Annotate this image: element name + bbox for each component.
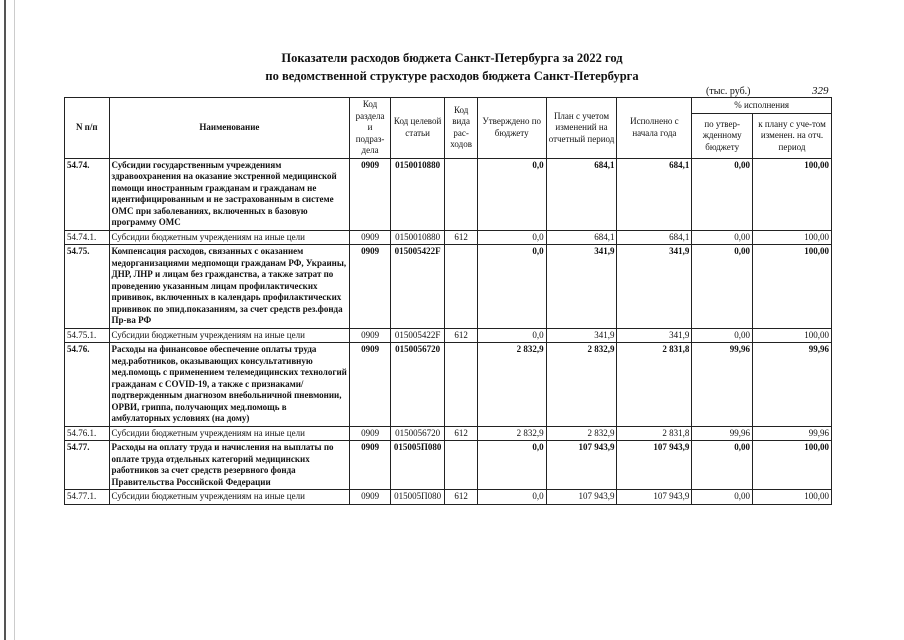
row-pct-plan: 99,96 (753, 426, 832, 441)
row-target-code: 015005П080 (390, 490, 445, 505)
row-plan: 2 832,9 (546, 426, 617, 441)
header-percent-group: % исполнения (692, 98, 832, 114)
row-plan: 684,1 (546, 158, 617, 230)
row-num: 54.75. (65, 245, 110, 329)
row-name: Субсидии бюджетным учреждениям на иные цели (109, 490, 350, 505)
row-section-code: 0909 (350, 230, 390, 245)
table-row (65, 426, 832, 441)
row-pct-plan: 100,00 (753, 245, 832, 329)
row-executed: 2 831,8 (617, 343, 692, 427)
row-name: Субсидии бюджетным учреждениям на иные цели (109, 426, 350, 441)
row-pct-plan: 100,00 (753, 328, 832, 343)
expenditure-table (64, 97, 832, 505)
row-pct-budget: 0,00 (692, 441, 753, 490)
row-section-code: 0909 (350, 441, 390, 490)
row-pct-budget: 0,00 (692, 158, 753, 230)
row-approved: 0,0 (477, 158, 546, 230)
row-target-code: 015005422F (390, 328, 445, 343)
row-pct-plan: 99,96 (753, 343, 832, 427)
row-plan: 107 943,9 (546, 441, 617, 490)
header-num: N п/п (65, 98, 110, 159)
header-name: Наименование (109, 98, 350, 159)
row-name: Субсидии государственным учреждениям здравоохранения на оказание экстренной медицинской помощи иностранным гражданам и гражданам не идентифицированным и не застрахованным в системе ОМС при заболеваниях, включенных в базовую программу ОМС (109, 158, 350, 230)
row-section-code: 0909 (350, 343, 390, 427)
row-pct-plan: 100,00 (753, 441, 832, 490)
table-row (65, 245, 832, 329)
row-num: 54.77.1. (65, 490, 110, 505)
row-target-code: 0150056720 (390, 343, 445, 427)
header-executed: Исполнено с начала года (617, 98, 692, 159)
row-pct-plan: 100,00 (753, 158, 832, 230)
row-section-code: 0909 (350, 490, 390, 505)
units-note: (тыс. руб.) (706, 86, 751, 97)
row-approved: 0,0 (477, 490, 546, 505)
row-name: Расходы на оплату труда и начисления на выплаты по оплате труда отдельных категорий медицинских работников за счет средств резервного фонда Правительства Российской Федерации (109, 441, 350, 490)
scan-edge-shadow (14, 0, 15, 640)
row-plan: 341,9 (546, 328, 617, 343)
row-name: Расходы на финансовое обеспечение оплаты труда мед.работников, оказывающих консультативную мед.помощь с применением телемедицинских технологий гражданам с COVID-19, а также с признаками/подтвержденным диагнозом внебольничной пневмонии, ОРВИ, гриппа, получающих мед.помощь в амбулаторных условиях (на дому) (109, 343, 350, 427)
row-num: 54.76. (65, 343, 110, 427)
row-plan: 107 943,9 (546, 490, 617, 505)
row-num: 54.76.1. (65, 426, 110, 441)
table-row (65, 158, 832, 230)
row-name: Субсидии бюджетным учреждениям на иные цели (109, 328, 350, 343)
row-type-code: 612 (445, 328, 477, 343)
row-pct-budget: 0,00 (692, 245, 753, 329)
header-pct-budget: по утвер-жденному бюджету (692, 114, 753, 158)
header-approved: Утверждено по бюджету (477, 98, 546, 159)
row-executed: 341,9 (617, 328, 692, 343)
row-approved: 2 832,9 (477, 343, 546, 427)
row-pct-budget: 99,96 (692, 343, 753, 427)
row-approved: 0,0 (477, 441, 546, 490)
row-executed: 2 831,8 (617, 426, 692, 441)
table-row (65, 441, 832, 490)
row-target-code: 0150010880 (390, 230, 445, 245)
row-num: 54.77. (65, 441, 110, 490)
row-approved: 0,0 (477, 328, 546, 343)
row-type-code (445, 158, 477, 230)
table-header-row (65, 98, 832, 114)
row-target-code: 0150010880 (390, 158, 445, 230)
row-num: 54.74. (65, 158, 110, 230)
page-number: 329 (812, 85, 829, 97)
table-row (65, 230, 832, 245)
row-name: Компенсация расходов, связанных с оказанием медорганизациями медпомощи гражданам РФ, Украины, ДНР, ЛНР и лицам без гражданства, а также затрат по проведению указанным лицам профилактических прививок, включенных в календарь профилактических прививок по эпид.показаниям, за счет средств рез.фонда Пр-ва РФ (109, 245, 350, 329)
row-plan: 2 832,9 (546, 343, 617, 427)
scan-edge (4, 0, 6, 640)
row-approved: 0,0 (477, 230, 546, 245)
row-pct-plan: 100,00 (753, 490, 832, 505)
header-plan: План с учетом изменений на отчетный период (546, 98, 617, 159)
row-target-code: 0150056720 (390, 426, 445, 441)
row-section-code: 0909 (350, 426, 390, 441)
row-approved: 0,0 (477, 245, 546, 329)
row-type-code: 612 (445, 230, 477, 245)
row-approved: 2 832,9 (477, 426, 546, 441)
row-type-code (445, 441, 477, 490)
table-row (65, 328, 832, 343)
row-name: Субсидии бюджетным учреждениям на иные цели (109, 230, 350, 245)
row-type-code: 612 (445, 490, 477, 505)
header-target-code: Код целевой статьи (390, 98, 445, 159)
row-executed: 684,1 (617, 230, 692, 245)
row-type-code: 612 (445, 426, 477, 441)
row-executed: 341,9 (617, 245, 692, 329)
row-type-code (445, 245, 477, 329)
header-pct-plan: к плану с уче-том изменен. на отч. период (753, 114, 832, 158)
header-section-code: Код раздела и подраз-дела (350, 98, 390, 159)
row-pct-budget: 0,00 (692, 490, 753, 505)
row-target-code: 015005422F (390, 245, 445, 329)
row-pct-budget: 0,00 (692, 230, 753, 245)
row-num: 54.74.1. (65, 230, 110, 245)
row-section-code: 0909 (350, 328, 390, 343)
header-type-code: Код вида рас-ходов (445, 98, 477, 159)
row-pct-budget: 99,96 (692, 426, 753, 441)
row-plan: 684,1 (546, 230, 617, 245)
row-target-code: 015005П080 (390, 441, 445, 490)
row-section-code: 0909 (350, 245, 390, 329)
table-row (65, 343, 832, 427)
row-pct-plan: 100,00 (753, 230, 832, 245)
table-row (65, 490, 832, 505)
row-pct-budget: 0,00 (692, 328, 753, 343)
row-num: 54.75.1. (65, 328, 110, 343)
row-executed: 684,1 (617, 158, 692, 230)
row-section-code: 0909 (350, 158, 390, 230)
document-title-line-1: Показатели расходов бюджета Санкт-Петербурга за 2022 год (281, 51, 623, 65)
row-executed: 107 943,9 (617, 441, 692, 490)
row-type-code (445, 343, 477, 427)
document-title-line-2: по ведомственной структуре расходов бюджета Санкт-Петербурга (265, 69, 639, 83)
row-plan: 341,9 (546, 245, 617, 329)
row-executed: 107 943,9 (617, 490, 692, 505)
